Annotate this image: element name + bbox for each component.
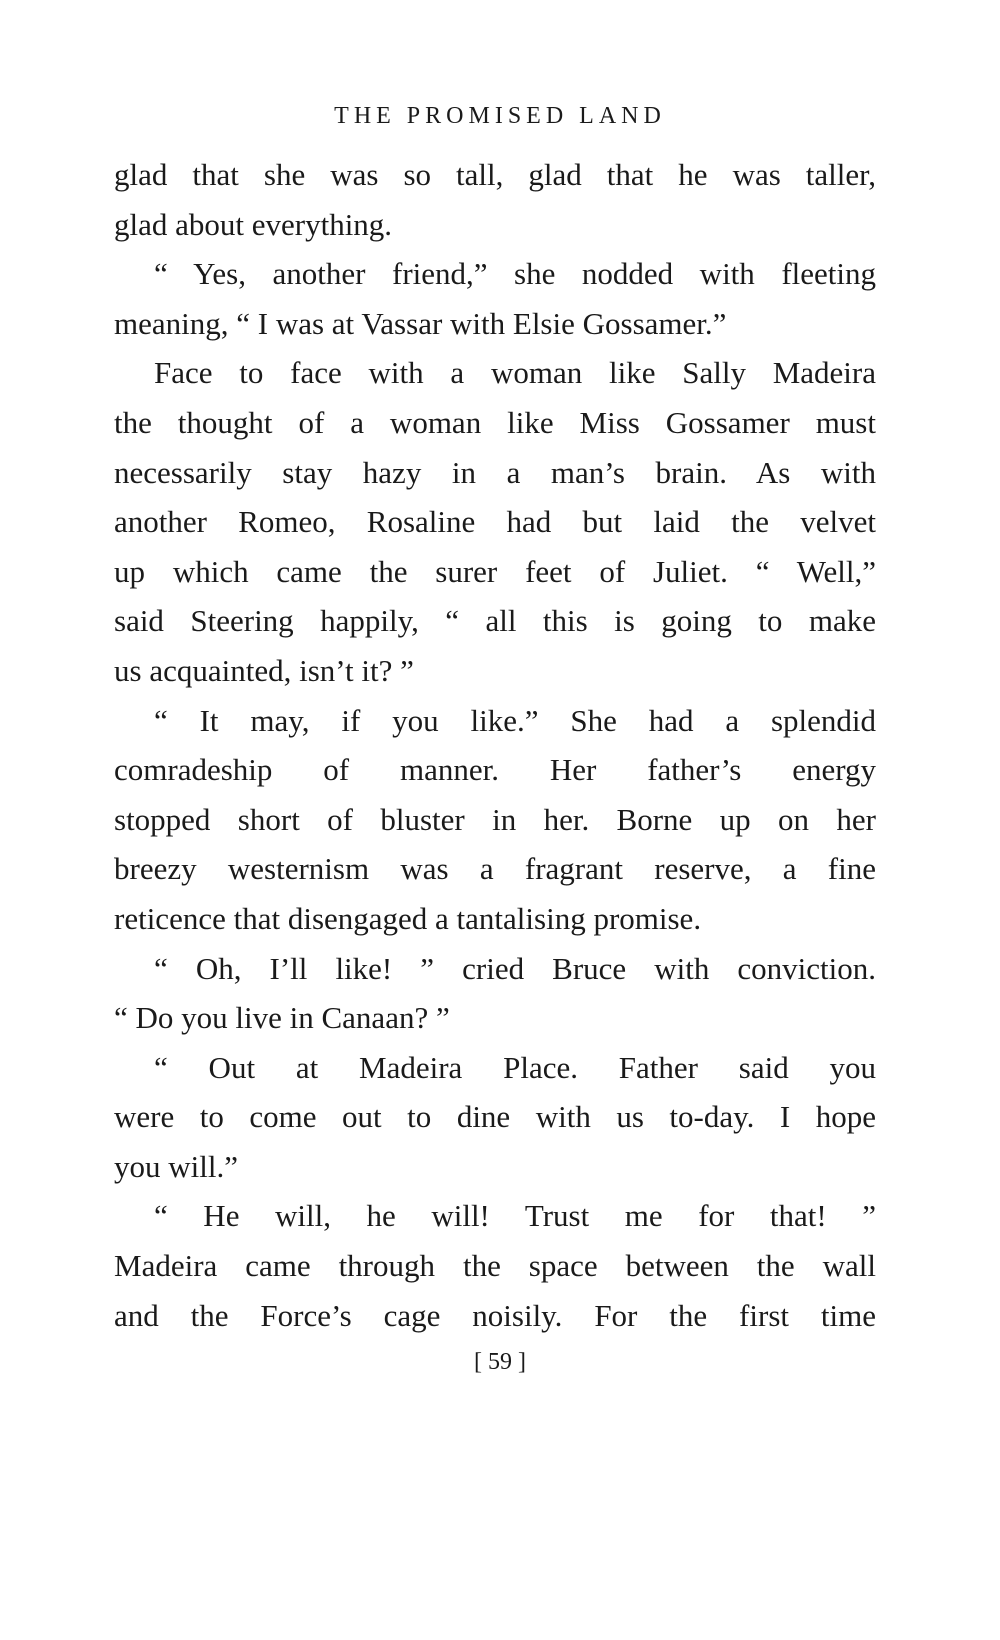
text-line: and the Force’s cage noisily. For the first time xyxy=(114,1297,876,1333)
text-line: up which came the surer feet of Juliet. “ Well,” xyxy=(114,553,876,589)
text-line: “ Out at Madeira Place. Father said you xyxy=(154,1049,876,1085)
text-line: Face to face with a woman like Sally Madeira xyxy=(154,355,876,391)
text-line: stopped short of bluster in her. Borne up on her xyxy=(114,801,876,837)
text-line: reticence that disengaged a tantalising promise. xyxy=(114,900,702,936)
text-line: the thought of a woman like Miss Gossamer must xyxy=(114,404,876,440)
text-line: comradeship of manner. Her father’s energy xyxy=(114,752,876,788)
text-line: said Steering happily, “ all this is going to make xyxy=(114,603,876,639)
text-line: Madeira came through the space between the wall xyxy=(114,1248,876,1284)
text-line: glad about everything. xyxy=(114,206,393,242)
text-line: necessarily stay hazy in a man’s brain. As with xyxy=(114,454,876,490)
body-text xyxy=(114,150,876,1340)
text-line: meaning, “ I was at Vassar with Elsie Gossamer.” xyxy=(114,305,727,341)
page-number: [ 59 ] xyxy=(474,1349,526,1375)
text-line: “ He will, he will! Trust me for that! ” xyxy=(154,1198,876,1234)
text-line: glad that she was so tall, glad that he was taller, xyxy=(114,157,876,192)
text-line: “ Oh, I’ll like! ” cried Bruce with conviction. xyxy=(154,950,876,986)
text-line: breezy westernism was a fragrant reserve, a fine xyxy=(114,851,876,887)
text-line: were to come out to dine with us to-day. I hope xyxy=(114,1099,876,1135)
text-line: “ It may, if you like.” She had a splendid xyxy=(154,702,876,738)
text-line: another Romeo, Rosaline had but laid the velvet xyxy=(114,504,876,540)
text-line: “ Yes, another friend,” she nodded with fleeting xyxy=(154,256,876,292)
text-line: us acquainted, isn’t it? ” xyxy=(114,652,414,688)
running-head: THE PROMISED LAND xyxy=(334,103,666,129)
text-line: you will.” xyxy=(114,1148,238,1184)
text-line: “ Do you live in Canaan? ” xyxy=(114,1000,450,1036)
